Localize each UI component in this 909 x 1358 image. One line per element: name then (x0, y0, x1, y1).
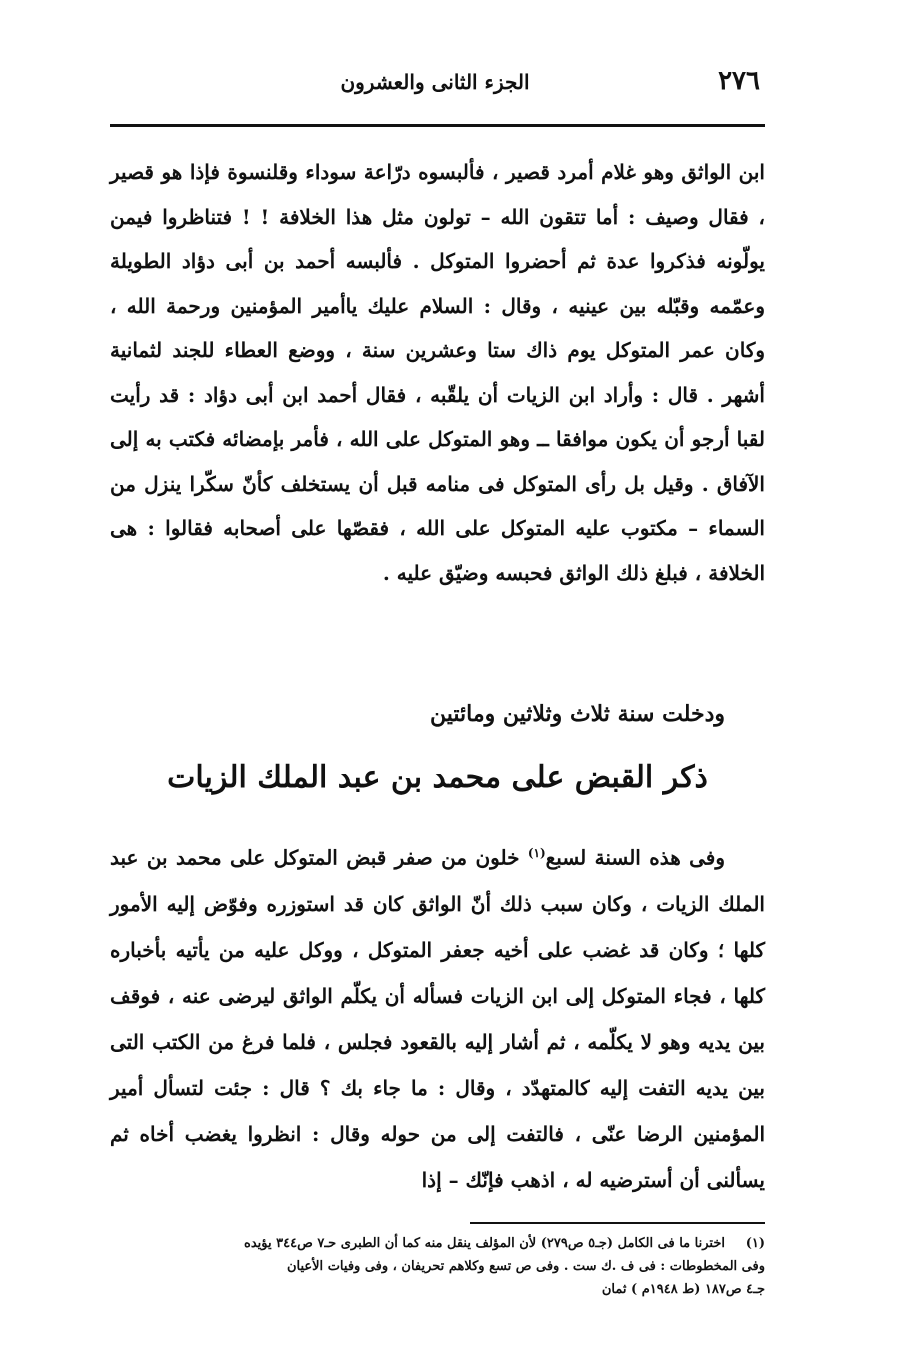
page-header (110, 66, 760, 106)
paragraph-text: ابن الواثق وهو غلام أمرد قصير ، فألبسوه درّاعة سوداء وقلنسوة فإذا هو قصير ، فقال وصيف : أما تتقون الله – تولون مثل هذا الخلافة ! ! فتناظروا فيمن يولّونه فذكروا عدة ثم أحضروا المتوكل . فألبسه أحمد بن أبى دؤاد الطويلة وعمّمه وقبّله بين عينيه ، وقال : السلام عليك ياأمير المؤمنين ورحمة الله ، وكان عمر المتوكل يوم ذاك ستا وعشرين سنة ، ووضع العطاء للجند لثمانية أشهر . قال : وأراد ابن الزيات أن يلقّبه ، فقال أحمد ابن أبى دؤاد : قد رأيت لقبا أرجو أن يكون موافقا ــ وهو المتوكل على الله ، فأمر بإمضائه فكتب به إلى الآفاق . وقيل بل رأى المتوكل فى منامه قبل أن يستخلف كأنّ سكّرا ينزل من السماء – مكتوب عليه المتوكل على الله ، فقصّها على أصحابه فقالوا : هى الخلافة ، فبلغ ذلك الواثق فحبسه وضيّق عليه . (110, 160, 765, 585)
footnotes (120, 1232, 765, 1301)
footnote-line-3: جـ٤ ص١٨٧ (ط ١٩٤٨م ) ثمان (601, 1282, 765, 1297)
page-number: ٢٧٦ (718, 66, 760, 96)
section-title: ذكر القبض على محمد بن عبد الملك الزيات (167, 760, 708, 795)
year-heading: ودخلت سنة ثلاث وثلاثين ومائتين (429, 701, 725, 727)
header-divider (110, 124, 765, 127)
footnote-reference[interactable]: (١) (527, 846, 546, 860)
paragraph-text-start: وفى هذه السنة لسبع (545, 845, 725, 870)
footnote-divider (470, 1222, 765, 1224)
footnote-line-2: وفى المخطوطات : فى ف .ك ست . وفى ص تسع وكلاهم تحريفان ، وفى وفيات الأعيان (286, 1259, 765, 1274)
body-paragraph-2 (110, 830, 765, 1203)
running-title: الجزء الثانى والعشرون (340, 70, 530, 94)
footnote-line-1: اخترنا ما فى الكامل (جـ٥ ص٢٧٩) لأن المؤلف ينقل منه كما أن الطبرى حـ٧ ص٣٤٤ يؤيده (244, 1236, 725, 1251)
paragraph-text-rest: خلون من صفر قبض المتوكل على محمد بن عبد الملك الزيات ، وكان سبب ذلك أنّ الواثق كان قد استوزره وفوّض إليه الأمور كلها ؛ وكان قد غضب على أخيه جعفر المتوكل ، ووكل عليه من يأتيه بأخباره كلها ، فجاء المتوكل إلى ابن الزيات فسأله أن يكلّم الواثق ليرضى عنه ، فوقف بين يديه وهو لا يكلّمه ، ثم أشار إليه بالقعود فجلس ، فلما فرغ من الكتب التى بين يديه التفت إليه كالمتهدّد ، وقال : ما جاء بك ؟ قال : جئت لتسأل أمير المؤمنين الرضا عنّى ، فالتفت إلى من حوله وقال : انظروا يغضب أخاه ثم يسألنى أن أسترضيه له ، اذهب فإنّك – إذا (110, 845, 766, 1192)
footnote-number: (١) (745, 1236, 765, 1251)
body-paragraph-1 (110, 150, 765, 595)
